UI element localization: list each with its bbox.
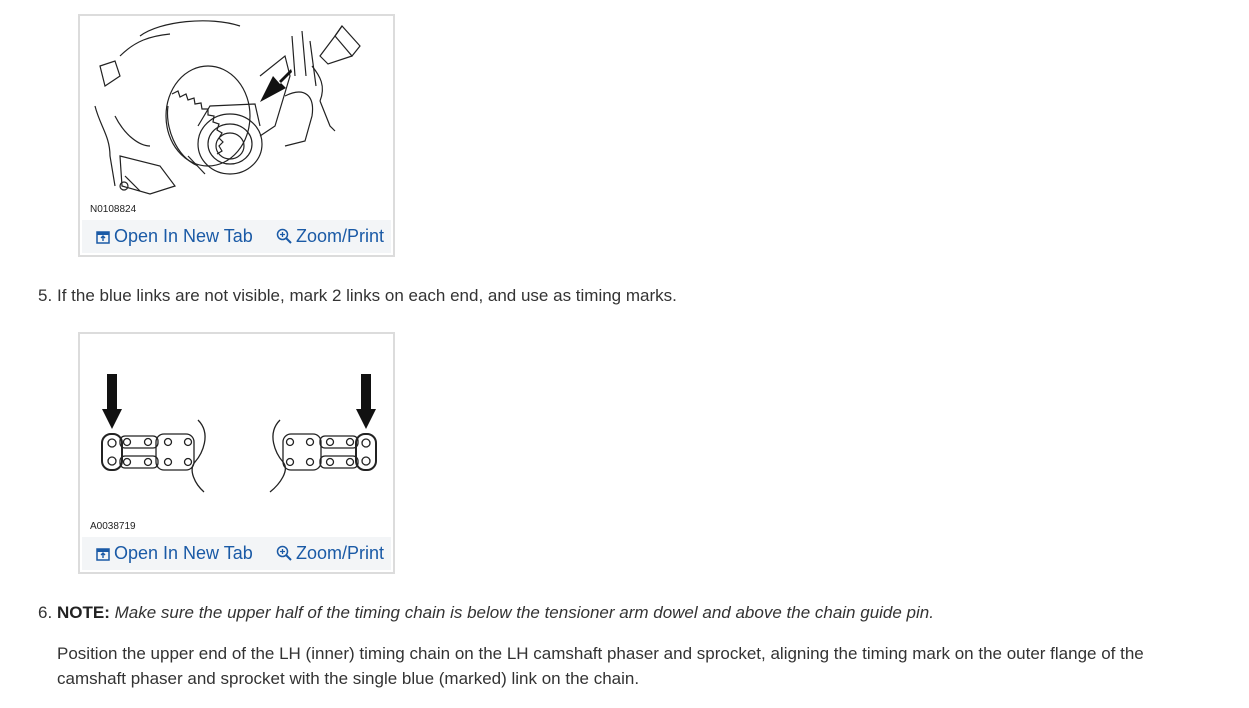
figure-toolbar	[82, 537, 391, 570]
zoom-print-link[interactable]	[276, 543, 384, 563]
zoom-in-icon	[276, 545, 292, 561]
step-text: If the blue links are not visible, mark 2 links on each end, and use as timing marks.	[57, 286, 677, 305]
zoom-in-icon	[276, 228, 292, 244]
open-in-new-tab-link[interactable]	[96, 226, 253, 246]
open-new-tab-icon	[96, 230, 110, 244]
chain-links-illustration	[80, 334, 393, 526]
open-in-new-tab-label: Open In New Tab	[114, 543, 253, 563]
zoom-print-label: Zoom/Print	[296, 226, 385, 246]
note-label: NOTE:	[57, 603, 110, 622]
open-new-tab-icon	[96, 547, 110, 561]
open-in-new-tab-link[interactable]	[96, 543, 253, 563]
zoom-print-label: Zoom/Print	[296, 543, 385, 563]
step-number: 6.	[38, 603, 53, 622]
step-number: 5.	[38, 286, 53, 305]
figure-id: A0038719	[90, 521, 136, 532]
step-5	[38, 286, 677, 306]
step-6	[38, 603, 934, 623]
figure-chain-links	[78, 332, 395, 574]
zoom-print-link[interactable]	[276, 226, 384, 246]
sprocket-illustration	[80, 16, 393, 208]
figure-toolbar	[82, 220, 391, 253]
note-text: Make sure the upper half of the timing chain is below the tensioner arm dowel and above the chain guide pin.	[114, 603, 934, 622]
figure-sprocket	[78, 14, 395, 257]
open-in-new-tab-label: Open In New Tab	[114, 226, 253, 246]
figure-id: N0108824	[90, 204, 137, 215]
step-6-paragraph: Position the upper end of the LH (inner) timing chain on the LH camshaft phaser and sprocket, aligning the timing mark on the outer flange of the camshaft phaser and sprocket with the single blue (marked) link on the chain.	[57, 644, 1144, 688]
